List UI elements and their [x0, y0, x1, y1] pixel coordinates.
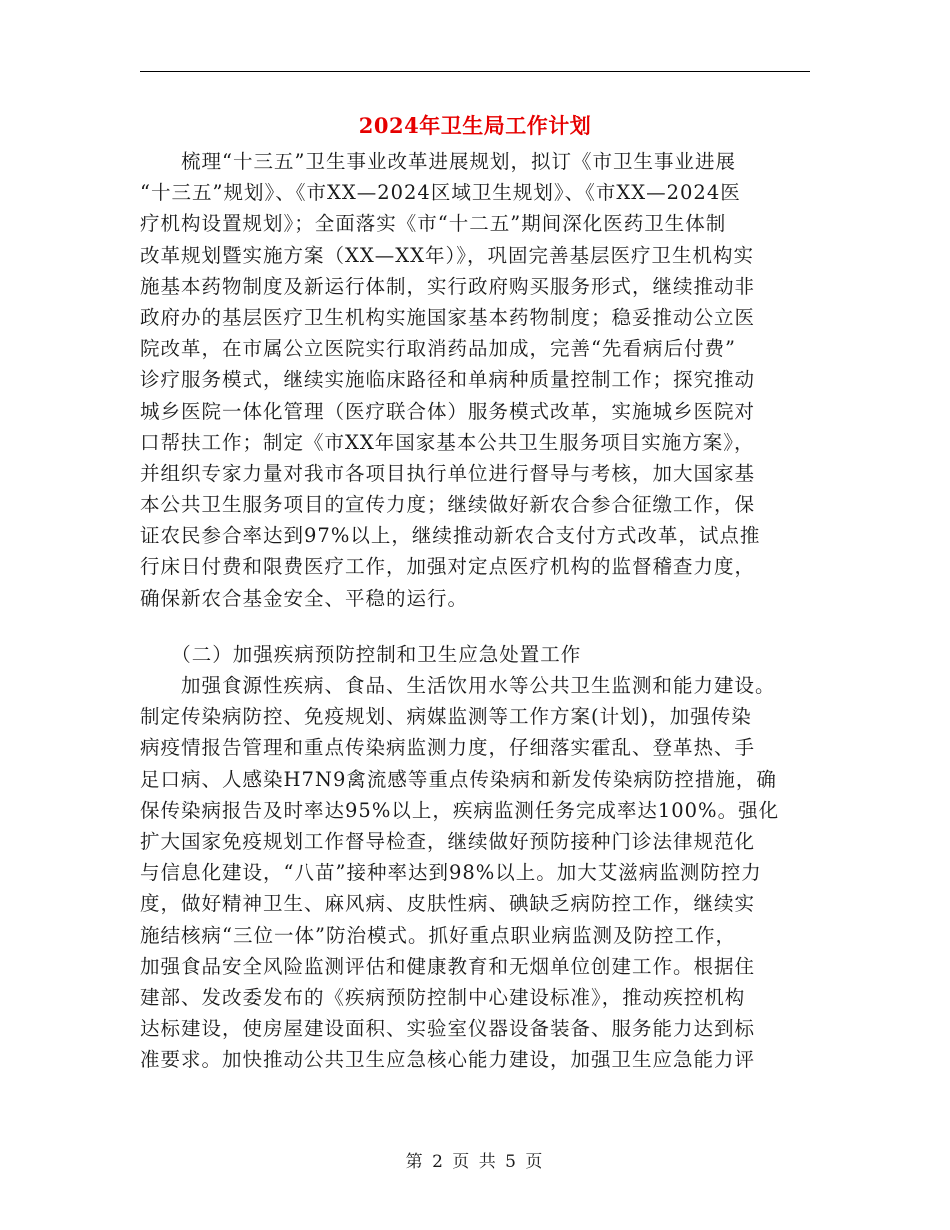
document-title: 2024年卫生局工作计划 [358, 113, 592, 138]
section-heading [140, 639, 810, 670]
paragraph-line: 度，做好精神卫生、麻风病、皮肤性病、碘缺乏病防控工作，继续实 [140, 892, 756, 916]
section-heading-text: （二）加强疾病预防控制和卫生应急处置工作 [140, 643, 582, 666]
paragraph-line: 政府办的基层医疗卫生机构实施国家基本药物制度；稳妥推动公立医 [140, 305, 756, 329]
paragraph-line: 本公共卫生服务项目的宣传力度；继续做好新农合参合征缴工作，保 [140, 493, 756, 517]
header-rule [140, 71, 810, 72]
paragraph-line: 施基本药物制度及新运行体制，实行政府购买服务形式，继续推动非 [140, 274, 756, 298]
paragraph-line: 病疫情报告管理和重点传染病监测力度，仔细落实霍乱、登革热、手 [140, 736, 756, 760]
page-number-footer: 第 2 页 共 5 页 [405, 1152, 545, 1172]
paragraph-line: 足口病、人感染H7N9禽流感等重点传染病和新发传染病防控措施，确 [140, 767, 777, 791]
paragraph-line: 城乡医院一体化管理（医疗联合体）服务模式改革，实施城乡医院对 [140, 399, 756, 423]
paragraph-line: 疗机构设置规划》；全面落实《市“十二五”期间深化医药卫生体制 [140, 212, 727, 236]
paragraph-line: 与信息化建设，“八苗”接种率达到98%以上。加大艾滋病监测防控力 [140, 861, 762, 885]
paragraph-line: 证农民参合率达到97%以上，继续推动新农合支付方式改革，试点推 [140, 524, 761, 548]
paragraph-line: 扩大国家免疫规划工作督导检查，继续做好预防接种门诊法律规范化 [140, 829, 756, 853]
paragraph-line: 建部、发改委发布的《疾病预防控制中心建设标准》，推动疾控机构 [140, 985, 746, 1009]
paragraph-line: 加强食源性疾病、食品、生活饮用水等公共卫生监测和能力建设。 [140, 674, 776, 697]
paragraph-2 [140, 670, 810, 1075]
paragraph-line: 确保新农合基金安全、平稳的运行。 [140, 586, 469, 610]
paragraph-line: 口帮扶工作；制定《市XX年国家基本公共卫生服务项目实施方案》， [140, 430, 755, 454]
paragraph-line: 制定传染病防控、免疫规划、病媒监测等工作方案(计划)，加强传染 [140, 705, 752, 729]
paragraph-line: 施结核病“三位一体”防治模式。抓好重点职业病监测及防控工作， [140, 923, 736, 947]
paragraph-1 [140, 146, 810, 614]
paragraph-line: 行床日付费和限费医疗工作，加强对定点医疗机构的监督稽查力度， [140, 555, 756, 579]
paragraph-line: 改革规划暨实施方案（XX—XX年）》，巩固完善基层医疗卫生机构实 [140, 243, 755, 267]
paragraph-line: 并组织专家力量对我市各项目执行单位进行督导与考核，加大国家基 [140, 461, 756, 485]
paragraph-line: 院改革，在市属公立医院实行取消药品加成，完善“先看病后付费” [140, 337, 736, 361]
paragraph-line: “十三五”规划》、《市XX—2024区域卫生规划》、《市XX—2024医 [140, 181, 741, 205]
paragraph-line: 准要求。加快推动公共卫生应急核心能力建设，加强卫生应急能力评 [140, 1048, 756, 1072]
paragraph-line: 保传染病报告及时率达95%以上，疾病监测任务完成率达100%。强化 [140, 798, 780, 822]
paragraph-line: 达标建设，使房屋建设面积、实验室仪器设备装备、服务能力达到标 [140, 1017, 756, 1041]
paragraph-line: 加强食品安全风险监测评估和健康教育和无烟单位创建工作。根据住 [140, 954, 756, 978]
paragraph-line: 梳理“十三五”卫生事业改革进展规划，拟订《市卫生事业进展 [140, 150, 736, 173]
paragraph-line: 诊疗服务模式，继续实施临床路径和单病种质量控制工作；探究推动 [140, 368, 756, 392]
